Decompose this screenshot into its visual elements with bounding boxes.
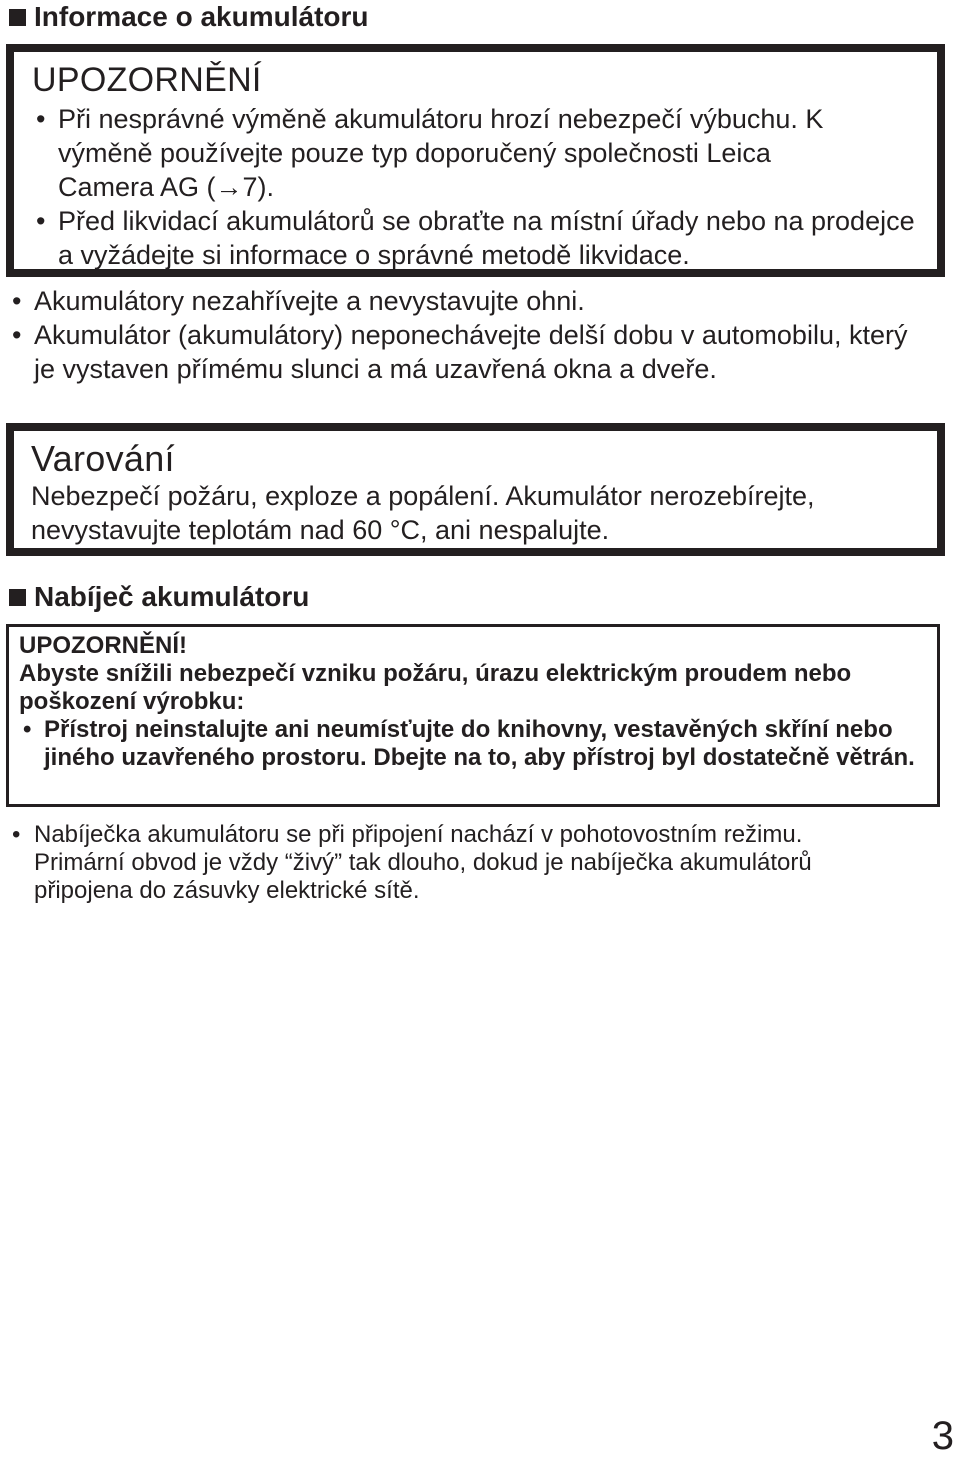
bullet-dot: • [23,716,32,743]
list-item-text: Před likvidací akumulátorů se obraťte na místní úřady nebo na prodejce a vyžádejte si informace o správné metodě likvidace. [58,206,915,270]
list-item-text: Akumulátor (akumulátory) neponechávejte delší dobu v automobilu, který je vystaven přímému slunci a má uzavřená okna a dveře. [34,320,908,384]
warning-box-title: Varování [31,438,175,479]
square-bullet-icon [9,9,26,26]
list-item [19,716,925,772]
bullet-dot: • [12,286,22,316]
list-item [8,318,928,386]
caution-box-charger [6,624,940,807]
list-item [8,821,888,905]
bullet-dot: • [36,104,46,134]
warning-box [6,423,945,556]
list-item-text: Při nesprávné výměně akumulátoru hrozí nebezpečí výbuchu. K výměně používejte pouze typ doporučený společnosti Leica Camera AG (→7). [58,104,824,202]
section-heading-text: Nabíječ akumulátoru [34,581,310,612]
list-item [32,204,923,272]
section-heading-battery-info [9,0,369,34]
list-item-text: Přístroj neinstalujte ani neumísťujte do knihovny, vestavěných skříní nebo jiného uzavřeného prostoru. Dbejte na to, aby přístroj byl dostatečně větrán. [44,716,915,771]
warning-box-text: Nebezpečí požáru, exploze a popálení. Akumulátor nerozebírejte, nevystavujte teplotám nad 60 °C, ani nespalujte. [31,481,815,545]
bullet-dot: • [36,206,46,236]
list-item [32,102,923,204]
list-item-text: Akumulátory nezahřívejte a nevystavujte ohni. [34,286,585,316]
square-bullet-icon [9,589,26,606]
charger-bullet-list [8,821,888,905]
caution-box-battery [6,44,945,277]
caution-box-list [19,716,925,772]
list-item [8,284,928,318]
section-heading-charger [9,580,309,614]
bullet-dot: • [12,821,21,848]
caution-box-list [32,102,923,272]
caution-box-intro: Abyste snížili nebezpečí vzniku požáru, úrazu elektrickým proudem nebo poškození výrobku: [19,660,852,715]
caution-box-title: UPOZORNĚNÍ! [19,632,187,659]
list-item-text: Nabíječka akumulátoru se při připojení nachází v pohotovostním režimu. Primární obvod je vždy “živý” tak dlouho, dokud je nabíječka akumulátorů připojena do zásuvky elektrické sítě. [34,821,812,904]
caution-box-title: UPOZORNĚNÍ [32,61,262,99]
bullet-dot: • [12,320,22,350]
page-number: 3 [931,1414,954,1458]
section-heading-text: Informace o akumulátoru [34,1,369,32]
battery-bullet-list [8,284,928,386]
